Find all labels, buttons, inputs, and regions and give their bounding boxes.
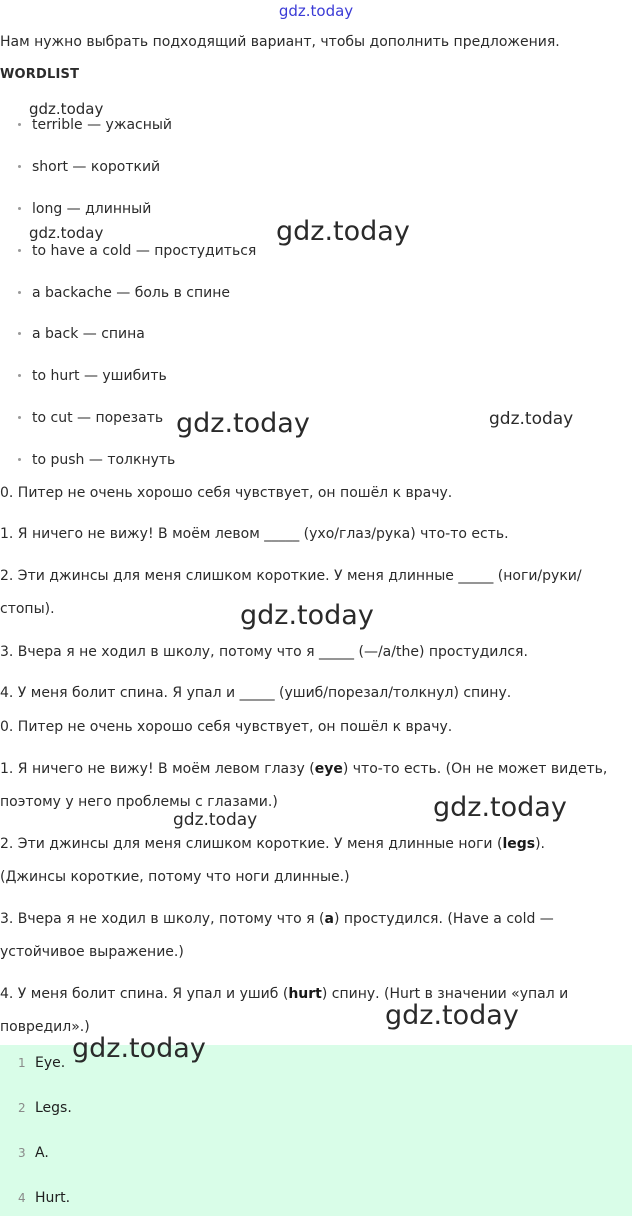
task-line: 1. Я ничего не вижу! В моём левом _____ (ухо/глаз/рука) что-то есть. — [0, 526, 509, 542]
watermark: gdz.today — [433, 792, 567, 823]
list-item: to push — толкнуть — [18, 452, 175, 468]
bullet-icon — [18, 207, 21, 210]
bullet-icon — [18, 123, 21, 126]
task-line: 3. Вчера я не ходил в школу, потому что я _____ (—/a/the) простудился. — [0, 644, 528, 660]
list-item: a back — спина — [18, 326, 145, 342]
task-line: 4. У меня болит спина. Я упал и _____ (ушиб/порезал/толкнул) спину. — [0, 685, 512, 701]
answer-highlight: legs — [502, 836, 536, 852]
watermark: gdz.today — [489, 409, 574, 429]
watermark: gdz.today — [240, 600, 374, 631]
watermark: gdz.today — [276, 216, 410, 247]
wordlist-title: WORDLIST — [0, 67, 80, 82]
bullet-icon — [18, 291, 21, 294]
bullet-icon — [18, 249, 21, 252]
bullet-icon — [18, 458, 21, 461]
bullet-icon — [18, 165, 21, 168]
solution-line: поэтому у него проблемы с глазами.) — [0, 794, 278, 810]
solution-line: устойчивое выражение.) — [0, 944, 184, 960]
list-item: to hurt — ушибить — [18, 368, 167, 384]
solution-line: повредил».) — [0, 1019, 90, 1035]
list-item: to cut — порезать — [18, 410, 163, 426]
list-item: terrible — ужасный — [18, 117, 172, 133]
watermark: gdz.today — [173, 810, 258, 830]
answer-highlight: hurt — [288, 986, 322, 1002]
header-watermark: gdz.today — [278, 2, 354, 20]
intro-text: Нам нужно выбрать подходящий вариант, чтобы дополнить предложения. — [0, 34, 560, 50]
solution-line: 2. Эти джинсы для меня слишком короткие. У меня длинные ноги (legs). — [0, 836, 546, 852]
answer-row: 1 Eye. — [18, 1055, 66, 1071]
solution-line: 1. Я ничего не вижу! В моём левом глазу (eye) что-то есть. (Он не может видеть, — [0, 761, 608, 777]
solution-line: 4. У меня болит спина. Я упал и ушиб (hurt) спину. (Hurt в значении «упал и — [0, 986, 569, 1002]
list-item: short — короткий — [18, 159, 160, 175]
answer-row: 4 Hurt. — [18, 1190, 71, 1206]
answer-highlight: a — [324, 911, 334, 927]
bullet-icon — [18, 416, 21, 419]
list-item: long — длинный — [18, 201, 151, 217]
watermark: gdz.today — [385, 1000, 519, 1031]
bullet-icon — [18, 374, 21, 377]
list-item: to have a cold — простудиться — [18, 243, 256, 259]
task-line: стопы). — [0, 601, 55, 617]
solution-line: 0. Питер не очень хорошо себя чувствует, он пошёл к врачу. — [0, 719, 453, 735]
answer-highlight: eye — [314, 761, 343, 777]
task-line: 0. Питер не очень хорошо себя чувствует, он пошёл к врачу. — [0, 485, 453, 501]
watermark: gdz.today — [176, 408, 310, 439]
answer-row: 3 A. — [18, 1145, 49, 1161]
answer-row: 2 Legs. — [18, 1100, 72, 1116]
task-line: 2. Эти джинсы для меня слишком короткие. У меня длинные _____ (ноги/руки/ — [0, 568, 582, 584]
list-item: a backache — боль в спине — [18, 285, 230, 301]
solution-line: 3. Вчера я не ходил в школу, потому что я (a) простудился. (Have a cold — — [0, 911, 554, 927]
answers-panel — [0, 1045, 632, 1216]
watermark: gdz.today — [29, 224, 104, 242]
solution-line: (Джинсы короткие, потому что ноги длинные.) — [0, 869, 350, 885]
bullet-icon — [18, 332, 21, 335]
watermark: gdz.today — [29, 100, 104, 118]
watermark: gdz.today — [72, 1033, 206, 1064]
